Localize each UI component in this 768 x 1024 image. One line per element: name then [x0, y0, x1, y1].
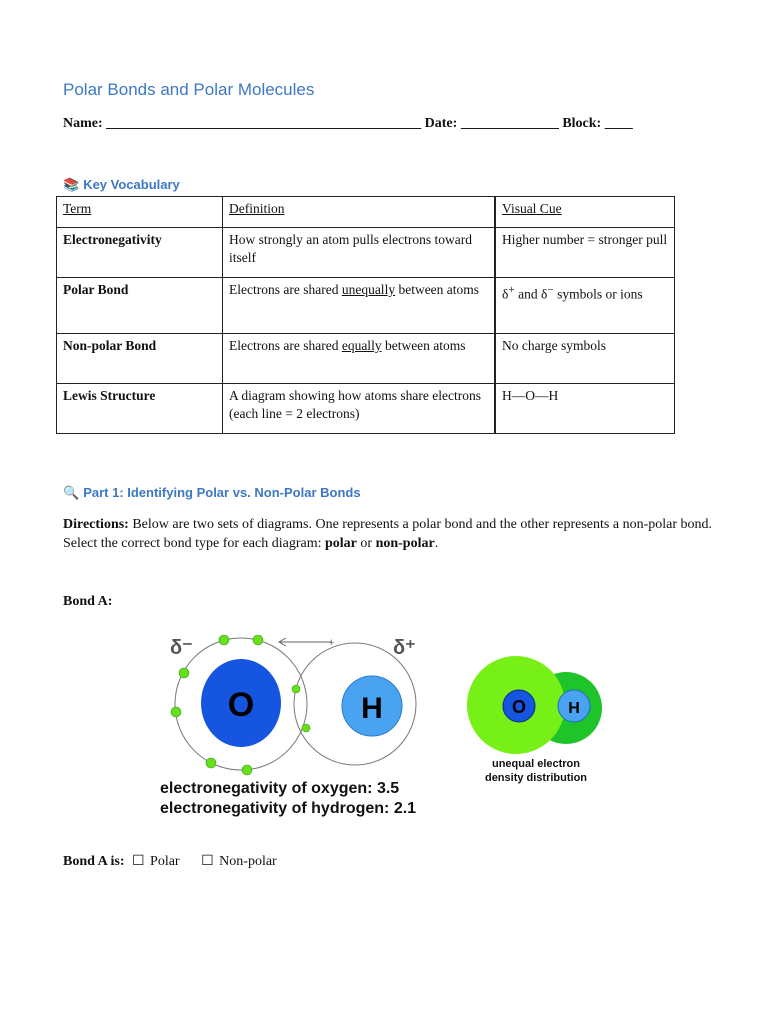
en-hydrogen: electronegativity of hydrogen: 2.1 — [160, 800, 417, 817]
header-definition: Definition — [223, 197, 496, 228]
minus-symbol: − — [547, 284, 554, 296]
option-polar: polar — [325, 536, 357, 551]
vocab-heading-text: Key Vocabulary — [83, 177, 180, 192]
or-text: or — [356, 536, 376, 551]
term-cell: Electronegativity — [57, 228, 223, 278]
books-icon: 📚 — [63, 177, 80, 192]
delta-symbol: δ — [540, 286, 548, 302]
directions-text: Below are two sets of diagrams. One represents a polar bond and the other represents a non-polar bond. Select the correct bond type for each diagram: — [63, 517, 712, 551]
magnifier-icon: 🔍 — [63, 485, 80, 500]
header-term: Term — [57, 197, 223, 228]
cue-cell: H—O—H — [495, 384, 675, 434]
part1-heading-text: Part 1: Identifying Polar vs. Non-Polar Bonds — [83, 485, 361, 500]
directions-label: Directions: — [63, 517, 129, 532]
definition-pre: Electrons are shared — [229, 282, 342, 297]
definition-pre: Electrons are shared — [229, 338, 342, 353]
electron — [219, 635, 229, 645]
nonpolar-checkbox[interactable]: ☐ — [201, 854, 214, 869]
oxygen-symbol: O — [227, 686, 255, 724]
bond-a-label: Bond A: — [63, 594, 113, 609]
definition-post: between atoms — [381, 338, 466, 353]
electron — [206, 758, 216, 768]
bond-a-answer — [63, 853, 277, 870]
electron — [179, 668, 189, 678]
electron — [242, 765, 252, 775]
date-blank[interactable]: ______________ — [460, 116, 559, 131]
cue-post: symbols or ions — [553, 286, 643, 302]
term-cell: Lewis Structure — [57, 384, 223, 434]
hydrogen-symbol: H — [361, 692, 383, 725]
cue-cell: No charge symbols — [495, 334, 675, 384]
page-title: Polar Bonds and Polar Molecules — [63, 80, 315, 99]
definition-cell: How strongly an atom pulls electrons toward itself — [223, 228, 496, 278]
block-blank[interactable]: ____ — [604, 116, 633, 131]
period: . — [434, 536, 439, 551]
cue-cell: Higher number = stronger pull — [495, 228, 675, 278]
density-oxygen-symbol: O — [511, 697, 527, 717]
answer-label: Bond A is: — [63, 854, 125, 869]
polar-checkbox[interactable]: ☐ — [131, 854, 145, 869]
header-visual-cue: Visual Cue — [495, 197, 675, 228]
term-cell: Polar Bond — [57, 278, 223, 334]
polar-option-label: Polar — [150, 854, 180, 869]
nonpolar-option-label: Non-polar — [219, 854, 277, 869]
date-label: Date: — [424, 116, 458, 131]
density-hydrogen-symbol: H — [568, 700, 580, 717]
name-blank[interactable]: _____________________________________________ — [106, 116, 422, 131]
delta-plus-label: δ⁺ — [393, 637, 416, 659]
electron — [292, 685, 300, 693]
definition-cell: A diagram showing how atoms share electrons (each line = 2 electrons) — [223, 384, 496, 434]
electron — [253, 635, 263, 645]
electron — [302, 724, 310, 732]
plus-symbol: + — [508, 284, 515, 296]
density-caption-line1: unequal electron — [491, 758, 581, 770]
electron — [171, 707, 181, 717]
term-cell: Non-polar Bond — [57, 334, 223, 384]
name-label: Name: — [63, 116, 103, 131]
delta-symbol: δ — [502, 286, 509, 302]
block-label: Block: — [562, 116, 602, 131]
option-nonpolar: non-polar — [375, 536, 435, 551]
en-oxygen: electronegativity of oxygen: 3.5 — [160, 780, 400, 797]
delta-minus-label: δ⁻ — [170, 637, 193, 659]
arrow-plus: + — [328, 637, 335, 649]
definition-emphasis: equally — [341, 338, 382, 353]
cue-and: and — [514, 286, 541, 302]
definition-emphasis: unequally — [341, 282, 396, 297]
density-caption-line2: density distribution — [484, 772, 588, 784]
definition-post: between atoms — [395, 282, 480, 297]
